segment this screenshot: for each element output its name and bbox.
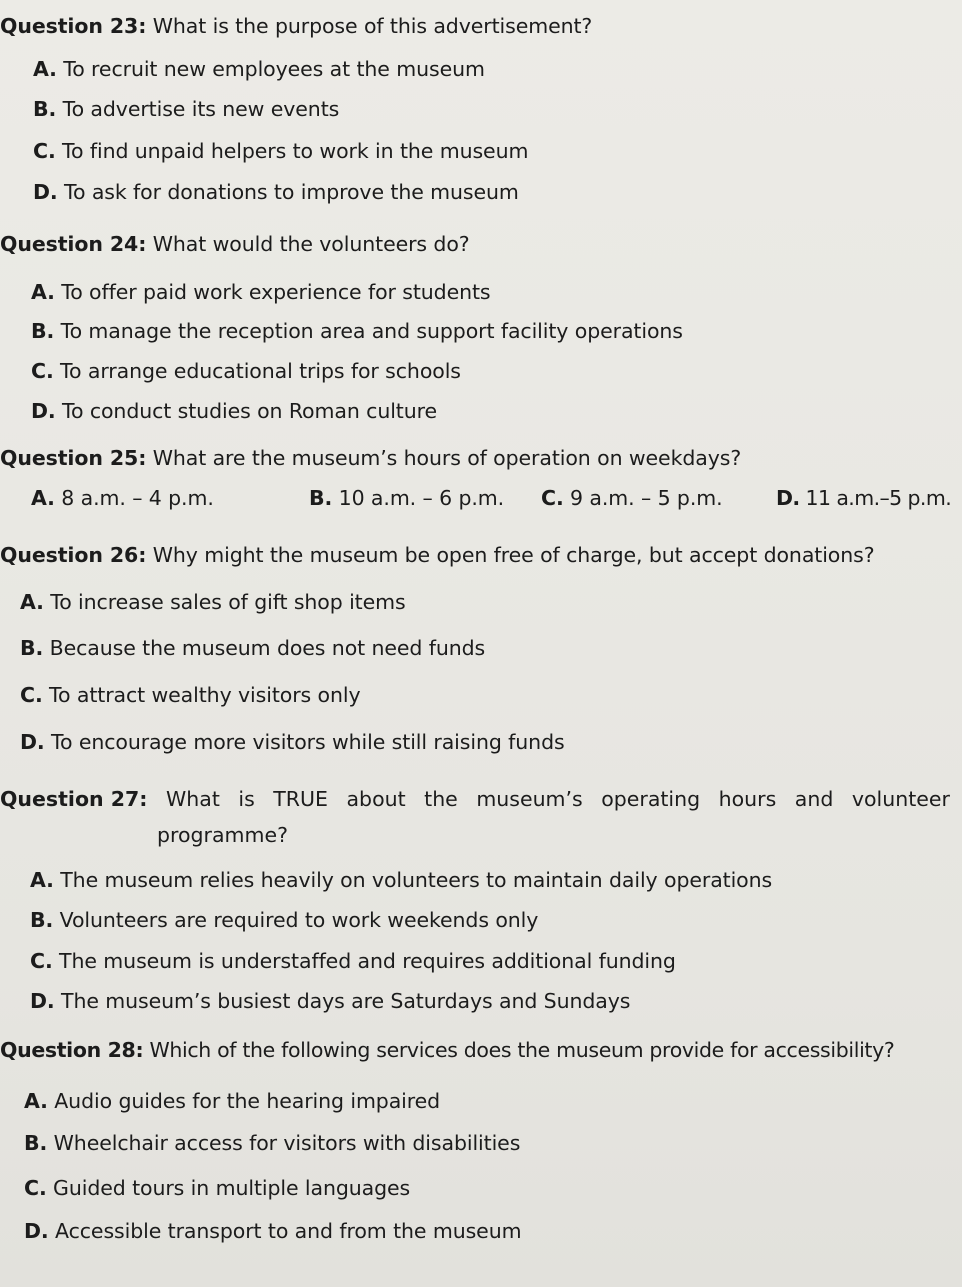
q25-option-d (776, 486, 951, 510)
option-text: To offer paid work experience for students (54, 280, 491, 304)
option-letter: B. (309, 486, 333, 510)
question-line-2: programme? (157, 823, 288, 847)
question-word: is (238, 787, 255, 811)
option-text: To find unpaid helpers to work in the museum (55, 139, 529, 163)
question-number: Question 27: (0, 787, 148, 811)
question-text: Why might the museum be open free of charge, but accept donations? (146, 543, 875, 567)
option-text: 8 a.m. – 4 p.m. (54, 486, 214, 510)
option-text: To advertise its new events (56, 97, 340, 121)
option-letter: C. (33, 139, 56, 163)
bleed-through-text (600, 30, 606, 51)
question-25 (0, 446, 741, 470)
q24-option-d (31, 399, 437, 423)
q23-option-d (33, 180, 519, 204)
q24-option-b (31, 319, 683, 343)
option-text: The museum’s busiest days are Saturdays and Sundays (54, 989, 631, 1013)
question-word: operating (601, 787, 701, 811)
question-text: What is the purpose of this advertisement? (146, 14, 593, 38)
question-24 (0, 232, 470, 256)
option-text: To encourage more visitors while still raising funds (44, 730, 565, 754)
option-letter: D. (30, 989, 55, 1013)
option-letter: D. (24, 1219, 49, 1243)
option-letter: A. (30, 868, 54, 892)
q27-option-d (30, 989, 630, 1013)
option-text: To increase sales of gift shop items (43, 590, 406, 614)
option-text: The museum is understaffed and requires additional funding (52, 949, 676, 973)
question-word: museum’s (476, 787, 583, 811)
option-letter: C. (20, 683, 43, 707)
q25-option-b (309, 486, 504, 510)
option-text: To manage the reception area and support facility operations (54, 319, 683, 343)
q23-option-c (33, 139, 528, 163)
question-text: Which of the following services does the museum provide for accessibility? (143, 1038, 895, 1062)
question-26 (0, 543, 875, 567)
option-letter: C. (541, 486, 564, 510)
option-letter: D. (776, 486, 800, 510)
option-text: Volunteers are required to work weekends only (53, 908, 539, 932)
option-letter: B. (24, 1131, 48, 1155)
q24-option-a (31, 280, 491, 304)
question-text: What would the volunteers do? (146, 232, 470, 256)
option-text: To conduct studies on Roman culture (55, 399, 438, 423)
q23-option-b (33, 97, 339, 121)
question-number: Question 26: (0, 543, 147, 567)
option-letter: D. (20, 730, 45, 754)
q26-option-d (20, 730, 565, 754)
question-number: Question 23: (0, 14, 147, 38)
q28-option-b (24, 1131, 520, 1155)
q28-option-c (24, 1176, 410, 1200)
q25-options-row (0, 486, 962, 516)
option-text: The museum relies heavily on volunteers to maintain daily operations (53, 868, 773, 892)
option-letter: A. (20, 590, 44, 614)
option-text: To attract wealthy visitors only (42, 683, 361, 707)
option-letter: A. (24, 1089, 48, 1113)
option-text: Because the museum does not need funds (43, 636, 486, 660)
question-27 (0, 781, 950, 853)
option-letter: B. (30, 908, 54, 932)
question-word: What (166, 787, 220, 811)
question-number: Question 28: (0, 1038, 144, 1062)
question-number: Question 25: (0, 446, 147, 470)
option-letter: C. (30, 949, 53, 973)
option-letter: D. (33, 180, 58, 204)
question-line-1 (0, 781, 950, 817)
question-23 (0, 14, 592, 38)
q25-option-c (541, 486, 723, 510)
option-letter: C. (24, 1176, 47, 1200)
q26-option-a (20, 590, 406, 614)
q28-option-a (24, 1089, 440, 1113)
option-letter: A. (31, 280, 55, 304)
option-text: 9 a.m. – 5 p.m. (563, 486, 723, 510)
q23-option-a (33, 57, 485, 81)
option-letter: B. (20, 636, 44, 660)
option-letter: A. (31, 486, 55, 510)
option-text: Wheelchair access for visitors with disabilities (47, 1131, 521, 1155)
q28-option-d (24, 1219, 521, 1243)
question-word: about (346, 787, 406, 811)
option-text: To recruit new employees at the museum (56, 57, 485, 81)
question-word: the (424, 787, 458, 811)
question-28 (0, 1038, 894, 1062)
q26-option-b (20, 636, 485, 660)
option-letter: C. (31, 359, 54, 383)
option-letter: A. (33, 57, 57, 81)
q27-option-b (30, 908, 538, 932)
question-word: hours (718, 787, 777, 811)
option-text: Accessible transport to and from the museum (48, 1219, 522, 1243)
q24-option-c (31, 359, 461, 383)
option-letter: B. (31, 319, 55, 343)
option-text: To ask for donations to improve the museum (57, 180, 519, 204)
question-word: and (794, 787, 834, 811)
option-text: Guided tours in multiple languages (46, 1176, 411, 1200)
option-letter: B. (33, 97, 57, 121)
option-text: 10 a.m. – 6 p.m. (332, 486, 505, 510)
q26-option-c (20, 683, 361, 707)
q25-option-a (31, 486, 214, 510)
question-text: What are the museum’s hours of operation on weekdays? (146, 446, 742, 470)
question-number: Question 24: (0, 232, 147, 256)
question-word: volunteer (851, 787, 950, 811)
q27-option-c (30, 949, 676, 973)
option-text: Audio guides for the hearing impaired (47, 1089, 441, 1113)
option-text: 11 a.m.–5 p.m. (799, 486, 952, 510)
q27-option-a (30, 868, 772, 892)
option-text: To arrange educational trips for schools (53, 359, 461, 383)
question-word: TRUE (273, 787, 328, 811)
option-letter: D. (31, 399, 56, 423)
